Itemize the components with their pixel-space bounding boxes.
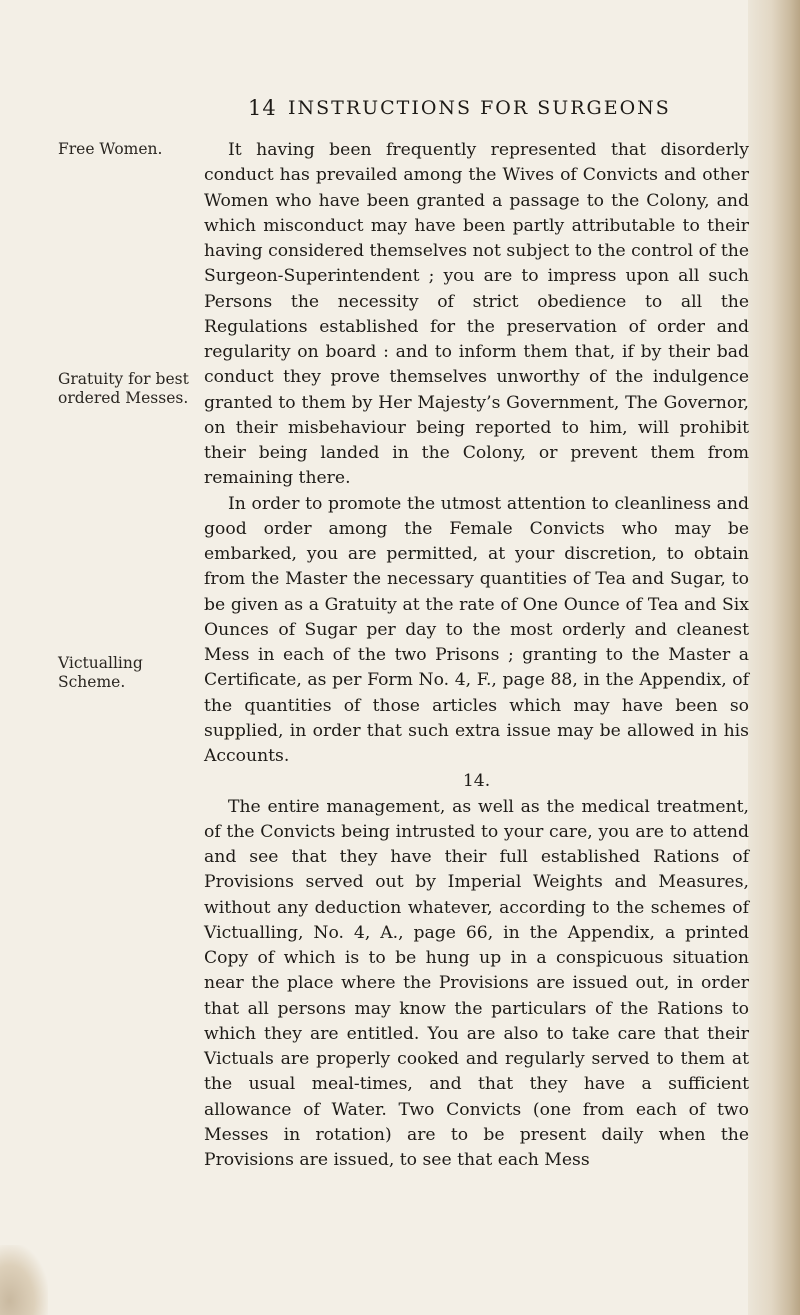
sidenote-gratuity: Gratuity for best ordered Messes. xyxy=(58,370,189,407)
sidenote-victualling: Victualling Scheme. xyxy=(58,654,143,691)
page-header xyxy=(0,96,800,122)
paragraph-victualling: The entire management, as well as the medical treatment, of the Convicts being intrusted to your care, you are to attend and see that they have their full established Rations of Provisions served out by Imperial Weights and Measures, without any deduction whatever, according to the schemes of Victualling, No. 4, A., page 66, in the Appendix, a printed Copy of which is to be hung up in a conspicuous situation near the place where the Provisions are issued out, in order that all persons may know the particulars of the Rations to which they are entitled. You are also to take care that their Victuals are properly cooked and regularly served to them at the usual meal-times, and that they have a sufficient allowance of Water. Two Convicts (one from each of two Messes in rotation) are to be present daily when the Provisions are issued, to see that each Mess xyxy=(204,796,749,1170)
page-edge xyxy=(748,0,800,1315)
section-number: 14. xyxy=(462,771,491,792)
paper-stain xyxy=(0,1245,48,1315)
running-head: INSTRUCTIONS FOR SURGEONS xyxy=(288,97,671,119)
page-number: 14 xyxy=(248,96,277,120)
sidenote-free-women: Free Women. xyxy=(58,140,163,158)
paragraph-gratuity: In order to promote the utmost attention to cleanliness and good order among the Female Convicts who may be embarked, you are permitted, at your discretion, to obtain from the Master the necessary quantities of Tea and Sugar, to be given as a Gratuity at the rate of One Ounce of Tea and Six Ounces of Sugar per day to the most orderly and cleanest Mess in each of the two Prisons ; granting to the Master a Certificate, as per Form No. 4, F., page 88, in the Appendix, of the quantities of those articles which may have been so supplied, in order that such extra issue may be allowed in his Accounts. xyxy=(204,493,749,766)
body-text xyxy=(204,138,749,1173)
paragraph-free-women: It having been frequently represented that disorderly conduct has prevailed among the Wives of Convicts and other Women who have been granted a passage to the Colony, and which misconduct may have been partly attributable to their having considered themselves not subject to the control of the Surgeon-Superintendent ; you are to impress upon all such Persons the necessity of strict obedience to all the Regulations established for the preservation of order and regularity on board : and to inform them that, if by their bad conduct they prove themselves unworthy of the indulgence granted to them by Her Majesty’s Government, The Governor, on their misbehaviour being reported to him, will prohibit their being landed in the Colony, or prevent them from remaining there. xyxy=(204,140,749,489)
